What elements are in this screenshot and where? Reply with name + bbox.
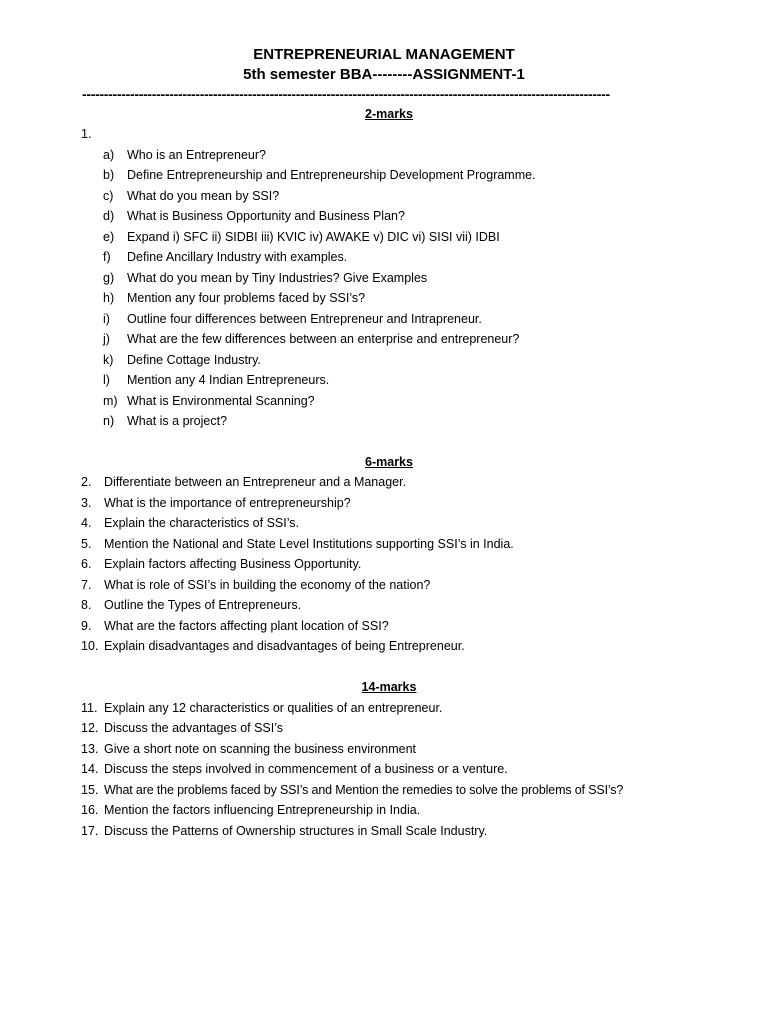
sub-question-label: j) — [103, 332, 110, 346]
question — [81, 741, 701, 757]
header-divider: ------------------------------------------------------------------------------------------------------------------------- — [82, 86, 610, 102]
sub-question-text: Define Cottage Industry. — [127, 353, 261, 367]
sub-question — [103, 393, 663, 409]
question-number: 5. — [81, 537, 92, 551]
question-text: Mention the National and State Level Institutions supporting SSI’s in India. — [104, 537, 514, 551]
question — [81, 577, 701, 593]
sub-question-text: Expand i) SFC ii) SIDBI iii) KVIC iv) AWAKE v) DIC vi) SISI vii) IDBI — [127, 230, 500, 244]
sub-question — [103, 331, 663, 347]
question-number: 7. — [81, 578, 92, 592]
sub-question-text: What do you mean by Tiny Industries? Give Examples — [127, 271, 428, 285]
document-title: ENTREPRENEURIAL MANAGEMENT — [253, 46, 515, 63]
sub-question-label: d) — [103, 209, 115, 223]
sub-question-label: b) — [103, 168, 115, 182]
question — [81, 823, 701, 839]
question-number: 17. — [81, 824, 99, 838]
question-1 — [81, 126, 701, 142]
sub-question-text: Define Entrepreneurship and Entrepreneurship Development Programme. — [127, 168, 536, 182]
question — [81, 700, 701, 716]
question-number: 12. — [81, 721, 99, 735]
question — [81, 597, 701, 613]
sub-question-text: Who is an Entrepreneur? — [127, 148, 266, 162]
question-number: 8. — [81, 598, 92, 612]
question — [81, 618, 701, 634]
question-number: 16. — [81, 803, 99, 817]
sub-question-label: k) — [103, 353, 114, 367]
section-heading-6-marks: 6-marks — [365, 455, 413, 469]
question — [81, 720, 701, 736]
section-heading-2-marks: 2-marks — [365, 107, 413, 121]
question-number: 15. — [81, 783, 99, 797]
sub-question-label: a) — [103, 148, 115, 162]
sub-question-label: n) — [103, 414, 115, 428]
section-heading-14-marks: 14-marks — [361, 680, 417, 694]
question-text: Differentiate between an Entrepreneur and a Manager. — [104, 475, 407, 489]
question — [81, 638, 701, 654]
question-number: 6. — [81, 557, 92, 571]
sub-question-label: m) — [103, 394, 118, 408]
sub-question-text: What is Business Opportunity and Business Plan? — [127, 209, 405, 223]
question — [81, 782, 701, 798]
question-text: Explain factors affecting Business Opportunity. — [104, 557, 362, 571]
question-number: 10. — [81, 639, 99, 653]
sub-question-text: What is Environmental Scanning? — [127, 394, 315, 408]
sub-question — [103, 270, 663, 286]
sub-question-text: What is a project? — [127, 414, 228, 428]
question — [81, 495, 701, 511]
sub-question — [103, 372, 663, 388]
sub-question-label: g) — [103, 271, 115, 285]
question-number: 2. — [81, 475, 92, 489]
question-number: 3. — [81, 496, 92, 510]
question — [81, 474, 701, 490]
question — [81, 802, 701, 818]
question-number: 1. — [81, 127, 92, 141]
question-text: Explain the characteristics of SSI’s. — [104, 516, 299, 530]
question-number: 14. — [81, 762, 99, 776]
question-number: 11. — [81, 701, 98, 715]
document-subtitle: 5th semester BBA--------ASSIGNMENT-1 — [243, 66, 525, 83]
question-text: Mention the factors influencing Entrepreneurship in India. — [104, 803, 421, 817]
question-text: What is role of SSI’s in building the economy of the nation? — [104, 578, 431, 592]
sub-question-label: e) — [103, 230, 115, 244]
sub-question — [103, 413, 663, 429]
question-text: What are the factors affecting plant location of SSI? — [104, 619, 389, 633]
sub-question-label: i) — [103, 312, 110, 326]
sub-question-text: Define Ancillary Industry with examples. — [127, 250, 348, 264]
question-number: 4. — [81, 516, 92, 530]
sub-question — [103, 290, 663, 306]
question — [81, 536, 701, 552]
sub-question — [103, 188, 663, 204]
sub-question-label: c) — [103, 189, 114, 203]
question-text: What are the problems faced by SSI’s and Mention the remedies to solve the problems of SSI’s? — [104, 783, 624, 797]
sub-question-label: f) — [103, 250, 111, 264]
question-text: What is the importance of entrepreneurship? — [104, 496, 351, 510]
sub-question — [103, 311, 663, 327]
question-number: 13. — [81, 742, 99, 756]
question-text: Discuss the Patterns of Ownership structures in Small Scale Industry. — [104, 824, 488, 838]
question-text: Give a short note on scanning the business environment — [104, 742, 416, 756]
sub-question — [103, 208, 663, 224]
sub-question-text: Mention any 4 Indian Entrepreneurs. — [127, 373, 330, 387]
question — [81, 515, 701, 531]
question-text: Discuss the advantages of SSI’s — [104, 721, 284, 735]
sub-question — [103, 249, 663, 265]
sub-question-text: Outline four differences between Entrepreneur and Intrapreneur. — [127, 312, 482, 326]
question-text: Discuss the steps involved in commencement of a business or a venture. — [104, 762, 508, 776]
question-text: Explain disadvantages and disadvantages of being Entrepreneur. — [104, 639, 465, 653]
sub-question-label: h) — [103, 291, 115, 305]
sub-question-label: l) — [103, 373, 110, 387]
sub-question — [103, 229, 663, 245]
sub-question-text: What are the few differences between an enterprise and entrepreneur? — [127, 332, 520, 346]
question-text: Explain any 12 characteristics or qualities of an entrepreneur. — [104, 701, 443, 715]
sub-question-text: What do you mean by SSI? — [127, 189, 280, 203]
sub-question — [103, 147, 663, 163]
sub-question — [103, 352, 663, 368]
sub-question-text: Mention any four problems faced by SSI’s? — [127, 291, 366, 305]
question-number: 9. — [81, 619, 92, 633]
question — [81, 761, 701, 777]
sub-question — [103, 167, 663, 183]
question-text: Outline the Types of Entrepreneurs. — [104, 598, 302, 612]
question — [81, 556, 701, 572]
